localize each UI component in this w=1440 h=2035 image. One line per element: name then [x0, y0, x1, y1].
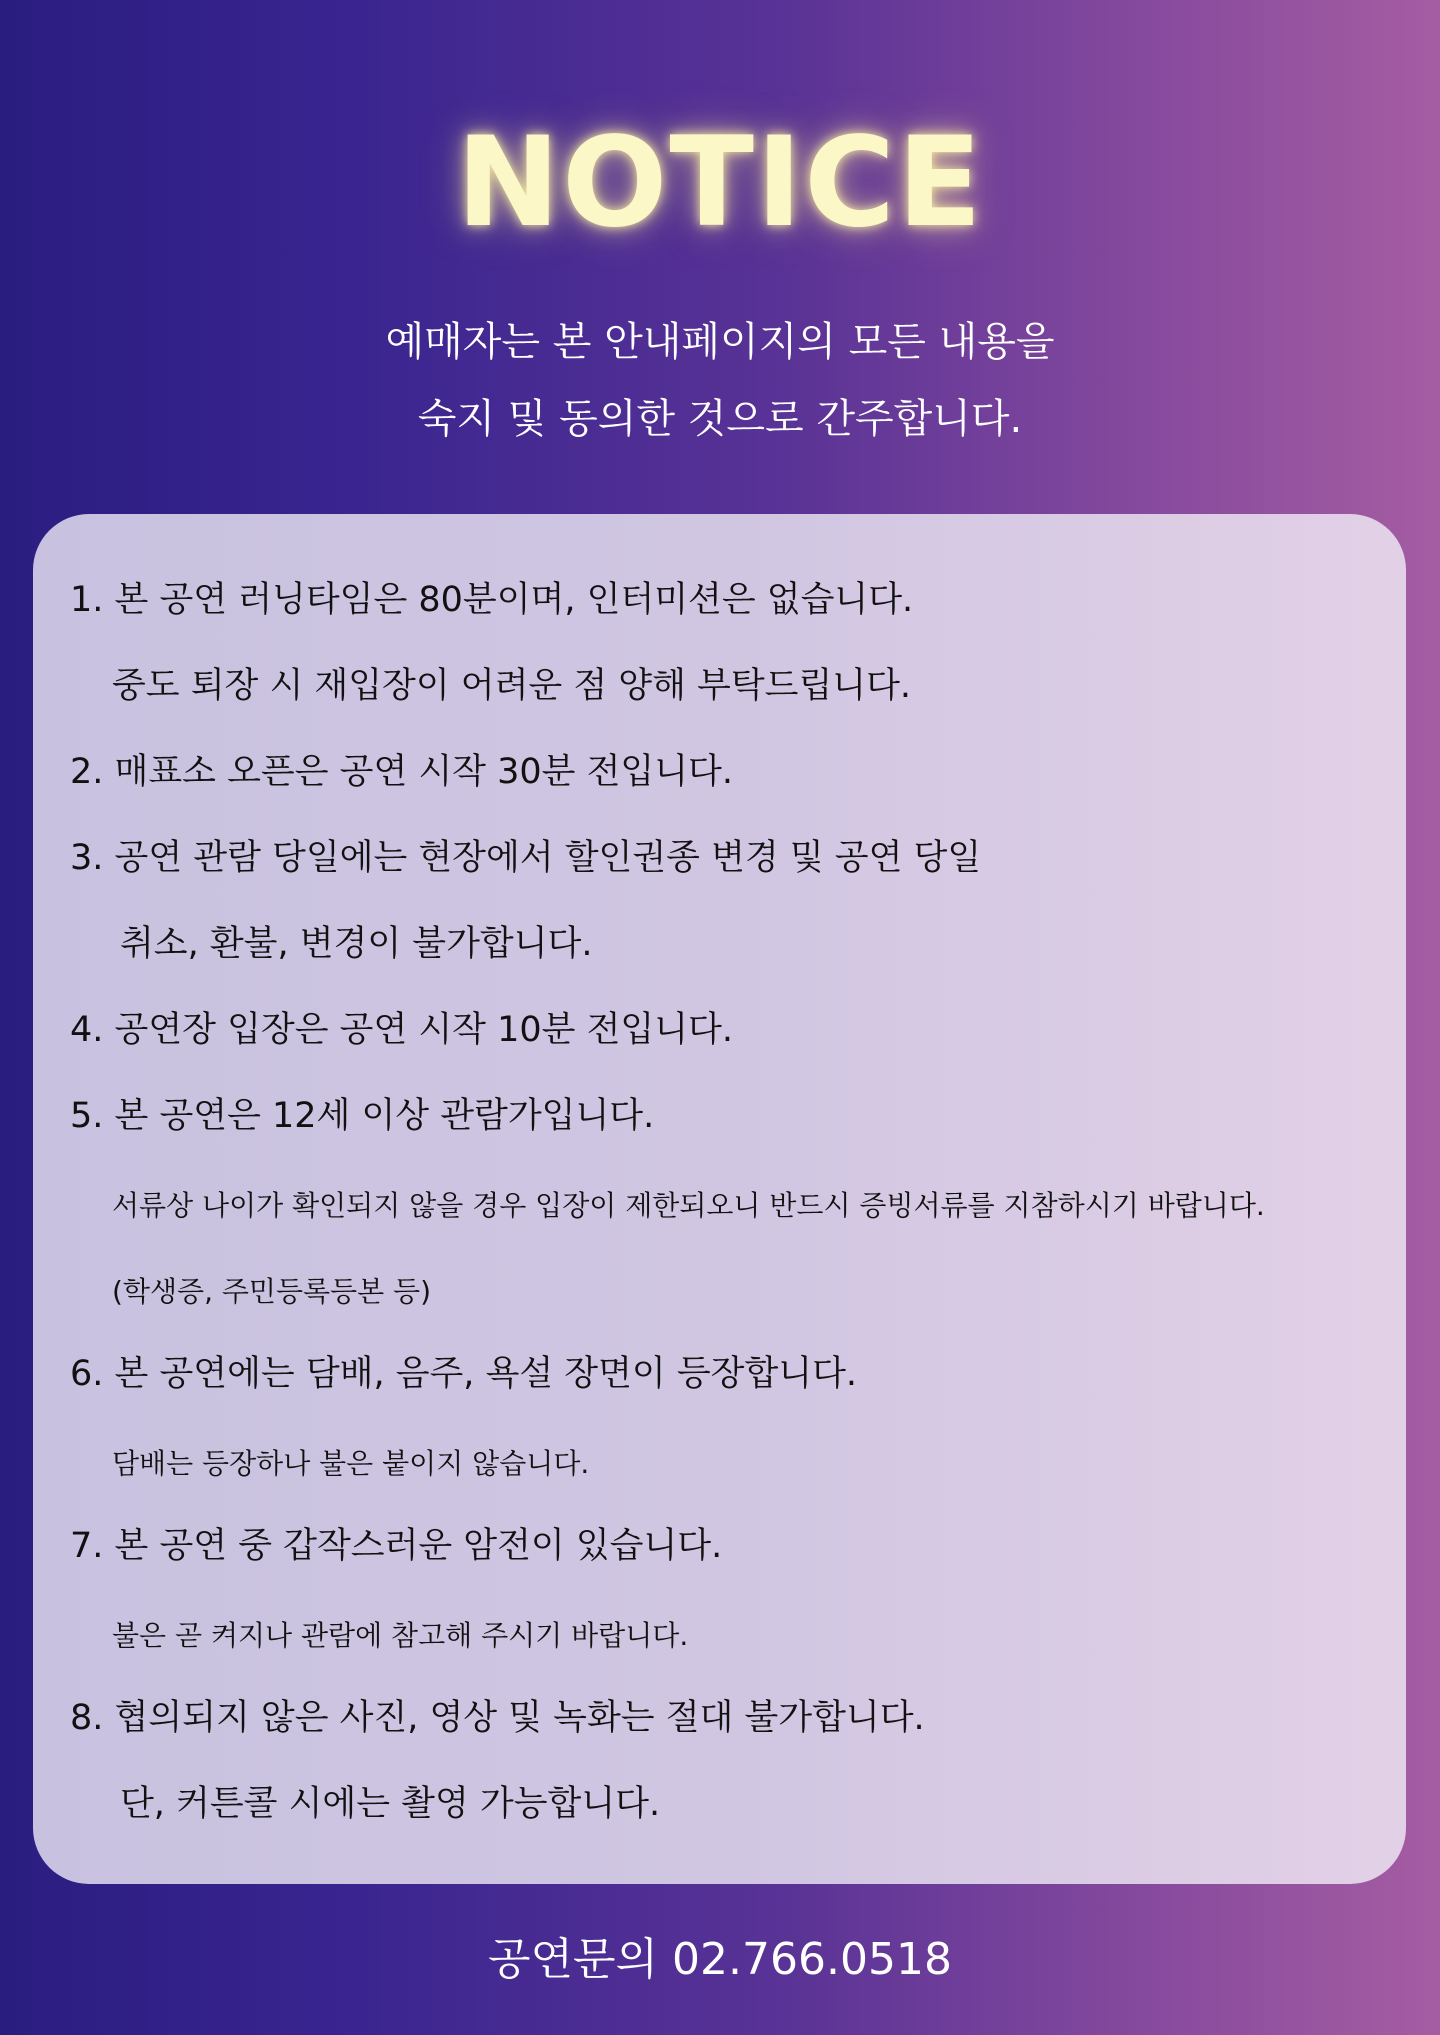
- notice-item-5: 5. 본 공연은 12세 이상 관람가입니다.: [70, 1096, 655, 1136]
- notice-item-3-detail: 취소, 환불, 변경이 불가합니다.: [120, 924, 593, 964]
- notice-item-8: 8. 협의되지 않은 사진, 영상 및 녹화는 절대 불가합니다.: [70, 1698, 925, 1738]
- notice-item-2: 2. 매표소 오픈은 공연 시작 30분 전입니다.: [70, 752, 733, 792]
- notice-card: [33, 514, 1406, 1884]
- notice-item-1-detail: 중도 퇴장 시 재입장이 어려운 점 양해 부탁드립니다.: [112, 666, 912, 706]
- notice-item-3: 3. 공연 관람 당일에는 현장에서 할인권종 변경 및 공연 당일: [70, 838, 982, 878]
- subtitle-line-1: 예매자는 본 안내페이지의 모든 내용을: [385, 319, 1055, 365]
- notice-item-8-detail: 단, 커튼콜 시에는 촬영 가능합니다.: [120, 1784, 661, 1824]
- notice-item-7: 7. 본 공연 중 갑작스러운 암전이 있습니다.: [70, 1526, 723, 1566]
- notice-item-5-detail: 서류상 나이가 확인되지 않을 경우 입장이 제한되오니 반드시 증빙서류를 지참하시기 바랍니다.: [112, 1189, 1265, 1222]
- subtitle-line-2: 숙지 및 동의한 것으로 간주합니다.: [417, 396, 1023, 442]
- contact-info: 공연문의 02.766.0518: [488, 1934, 952, 1985]
- notice-item-1: 1. 본 공연 러닝타임은 80분이며, 인터미션은 없습니다.: [70, 580, 914, 620]
- notice-item-6-detail: 담배는 등장하나 불은 붙이지 않습니다.: [112, 1447, 590, 1480]
- notice-item-6: 6. 본 공연에는 담배, 음주, 욕설 장면이 등장합니다.: [70, 1354, 858, 1394]
- notice-item-5-note: (학생증, 주민등록등본 등): [112, 1275, 432, 1308]
- notice-item-7-detail: 불은 곧 켜지나 관람에 참고해 주시기 바랍니다.: [112, 1619, 689, 1652]
- notice-item-4: 4. 공연장 입장은 공연 시작 10분 전입니다.: [70, 1010, 733, 1050]
- notice-title: NOTICE: [456, 111, 984, 255]
